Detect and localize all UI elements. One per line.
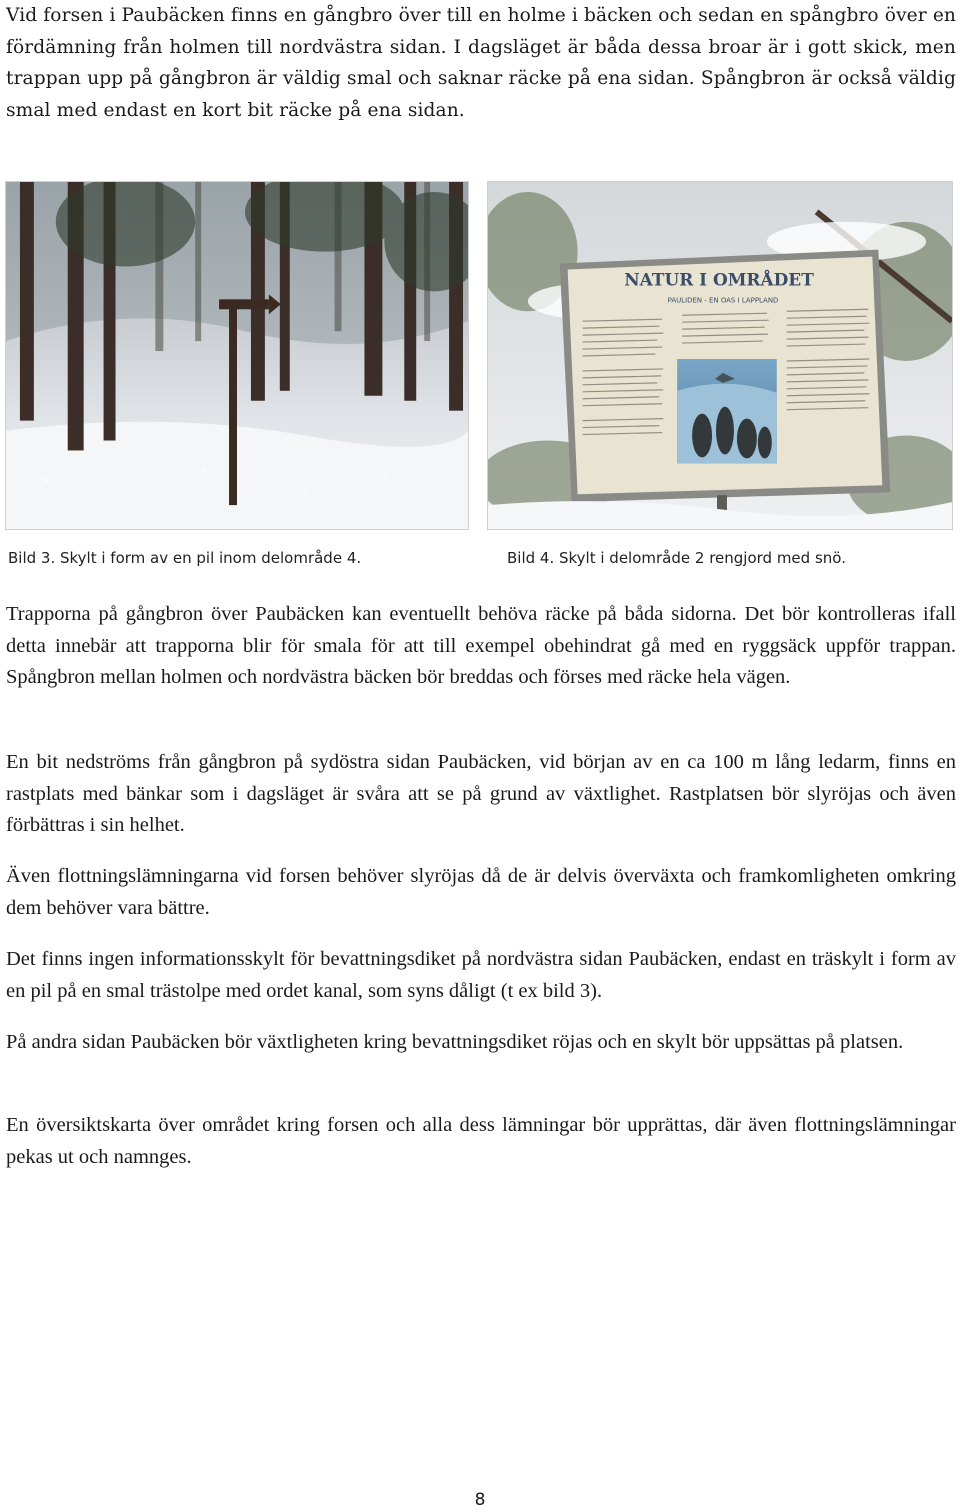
forest-arrow-sign-image (6, 182, 468, 529)
paragraph-oversiktskarta: En översiktskarta över området kring forsen och alla dess lämningar bör upprättas, där även flottningslämningar pekas ut och namnges. (6, 1114, 956, 1168)
sign-subtitle: PAULIDEN - EN OAS I LAPPLAND (667, 296, 779, 305)
paragraph-flottningslamningar: Även flottningslämningarna vid forsen behöver slyröjas då de är delvis överväxta och framkomligheten omkring dem behöver vara bättre. (6, 865, 956, 919)
photo-information-board (487, 181, 953, 530)
photo-forest-arrow-sign (5, 181, 469, 530)
paragraph-rastplats: En bit nedströms från gångbron på sydöstra sidan Paubäcken, vid början av en ca 100 m lång ledarm, finns en rastplats med bänkar som i dagsläget är svåra att se på grund av växtlighet. Rastplatsen bör slyröjas och även förbättras i sin helhet. (6, 751, 956, 836)
caption-bild-3: Bild 3. Skylt i form av en pil inom delområde 4. (8, 549, 362, 567)
paragraph-informationsskylt: Det finns ingen informationsskylt för bevattningsdiket på nordvästra sidan Paubäcken, endast en träskylt i form av en pil på en smal trästolpe med ordet kanal, som syns dåligt (t ex bild 3). (6, 948, 956, 1002)
paragraph-trapporna: Trapporna på gångbron över Paubäcken kan eventuellt behöva räcke på båda sidorna. Det bör kontrolleras ifall detta innebär att trapporna blir för smala för att till exempel obehindrat gå med en ryggsäck uppför trappan. Spångbron mellan holmen och nordvästra bäcken bör breddas och förses med räcke hela vägen. (6, 603, 956, 688)
sign-title: NATUR I OMRÅDET (624, 269, 814, 290)
paragraph-vaxtlighet: På andra sidan Paubäcken bör växtligheten kring bevattningsdiket röjas och en skylt bör uppsättas på platsen. (6, 1031, 904, 1053)
paragraph-intro: Vid forsen i Paubäcken finns en gångbro över till en holme i bäcken och sedan en spångbro över en fördämning från holmen till nordvästra sidan. I dagsläget är båda dessa broar är i gott skick, men trappan upp på gångbron är väldig smal och saknar räcke på ena sidan. Spångbron är också väldig smal med endast en kort bit räcke på ena sidan. (6, 5, 956, 121)
caption-bild-4: Bild 4. Skylt i delområde 2 rengjord med snö. (507, 549, 846, 567)
page-number: 8 (474, 1490, 486, 1510)
information-board-image (488, 182, 952, 529)
